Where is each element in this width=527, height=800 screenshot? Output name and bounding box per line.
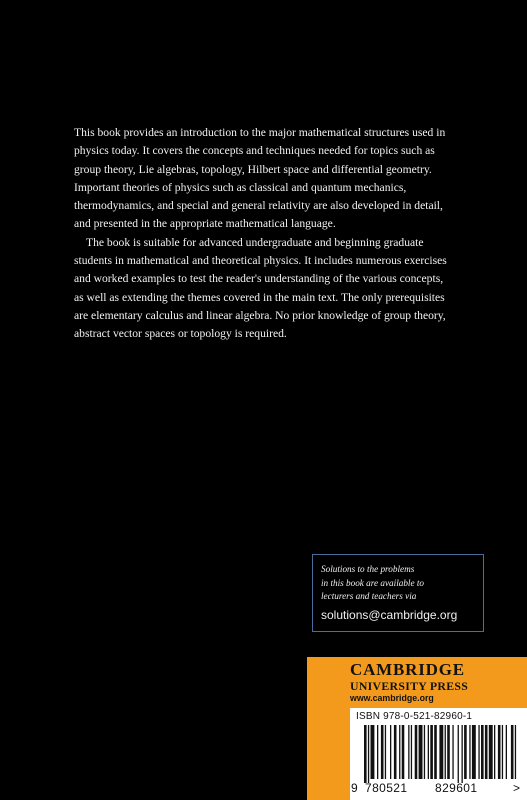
- barcode-bar: [511, 725, 514, 779]
- solutions-text-line-2: in this book are available to: [321, 577, 425, 588]
- barcode-bar: [439, 725, 443, 779]
- description-paragraph-1: This book provides an introduction to the major mathematical structures used in physics today. It covers the concepts and techniques needed for topics such as group theory, Lie algebras, topology, Hilbert space and differential geometry. Important theories of physics such as classical and quantum mechanics, thermodynamics, and special and general relativity are also developed in detail, and presented in the appropriate mathematical language.: [74, 126, 446, 231]
- barcode-bar: [368, 725, 369, 783]
- barcode-bar: [408, 725, 409, 779]
- barcode-bar: [478, 725, 479, 779]
- barcode-bar: [424, 725, 425, 779]
- barcode-area: [350, 708, 527, 800]
- barcode-bar: [485, 725, 488, 779]
- solutions-text-line-3: lecturers and teachers via: [321, 591, 417, 602]
- publisher-subname: UNIVERSITY PRESS: [350, 679, 469, 693]
- barcode-bar: [377, 725, 378, 779]
- barcode-bar: [445, 725, 446, 779]
- barcode-bar: [402, 725, 405, 779]
- barcode-bar: [452, 725, 453, 779]
- barcode-bar: [381, 725, 384, 779]
- barcode-bar: [464, 725, 467, 779]
- barcode-bar: [434, 725, 437, 779]
- barcode-bar: [385, 725, 386, 779]
- barcode-lead-digit: 9: [351, 781, 359, 795]
- barcode-bar: [430, 725, 433, 779]
- barcode-bar: [458, 725, 459, 783]
- solutions-notice-box: [312, 554, 484, 632]
- publisher-url: www.cambridge.org: [350, 693, 434, 703]
- barcode-bar: [415, 725, 418, 779]
- publisher-name: CAMBRIDGE: [350, 660, 465, 679]
- barcode-bar: [447, 725, 450, 779]
- barcode-right-group: 829601: [435, 781, 478, 795]
- publisher-panel: [307, 657, 527, 800]
- barcode-bar: [494, 725, 495, 779]
- barcode-bar: [364, 725, 367, 783]
- barcode-bar: [515, 725, 516, 779]
- description-paragraph-2: The book is suitable for advanced undergraduate and beginning graduate students in mathematical and theoretical physics. It includes numerous exercises and worked examples to test the reader's understanding of the various concepts, as well as extending the themes covered in the main text. The only prerequisites are elementary calculus and linear algebra. No prior knowledge of group theory, abstract vector spaces or topology is required.: [74, 235, 447, 341]
- solutions-email: solutions@cambridge.org: [321, 607, 458, 622]
- barcode-bar: [498, 725, 501, 779]
- barcode-bar: [371, 725, 375, 779]
- book-description: [74, 124, 454, 344]
- barcode-bar: [502, 725, 503, 779]
- barcode-bar: [394, 725, 397, 779]
- barcode-left-group: 780521: [365, 781, 408, 795]
- barcode-bar: [399, 725, 400, 779]
- barcode-bar: [390, 725, 391, 779]
- barcode-bar: [472, 725, 476, 779]
- isbn-label: ISBN 978-0-521-82960-1: [356, 711, 473, 722]
- barcode-digits: [350, 779, 527, 800]
- barcode-bar: [506, 725, 507, 779]
- barcode-bar: [419, 725, 423, 779]
- barcode-bar: [411, 725, 412, 779]
- barcode-bar: [428, 725, 429, 779]
- barcode-bar: [489, 725, 493, 779]
- solutions-text-line-1: Solutions to the problems: [321, 564, 415, 574]
- barcode-trail-mark: >: [513, 781, 521, 795]
- barcode-bar: [481, 725, 484, 779]
- barcode-bar: [469, 725, 470, 779]
- barcode-icon: [356, 725, 522, 783]
- barcode-bar: [462, 725, 463, 783]
